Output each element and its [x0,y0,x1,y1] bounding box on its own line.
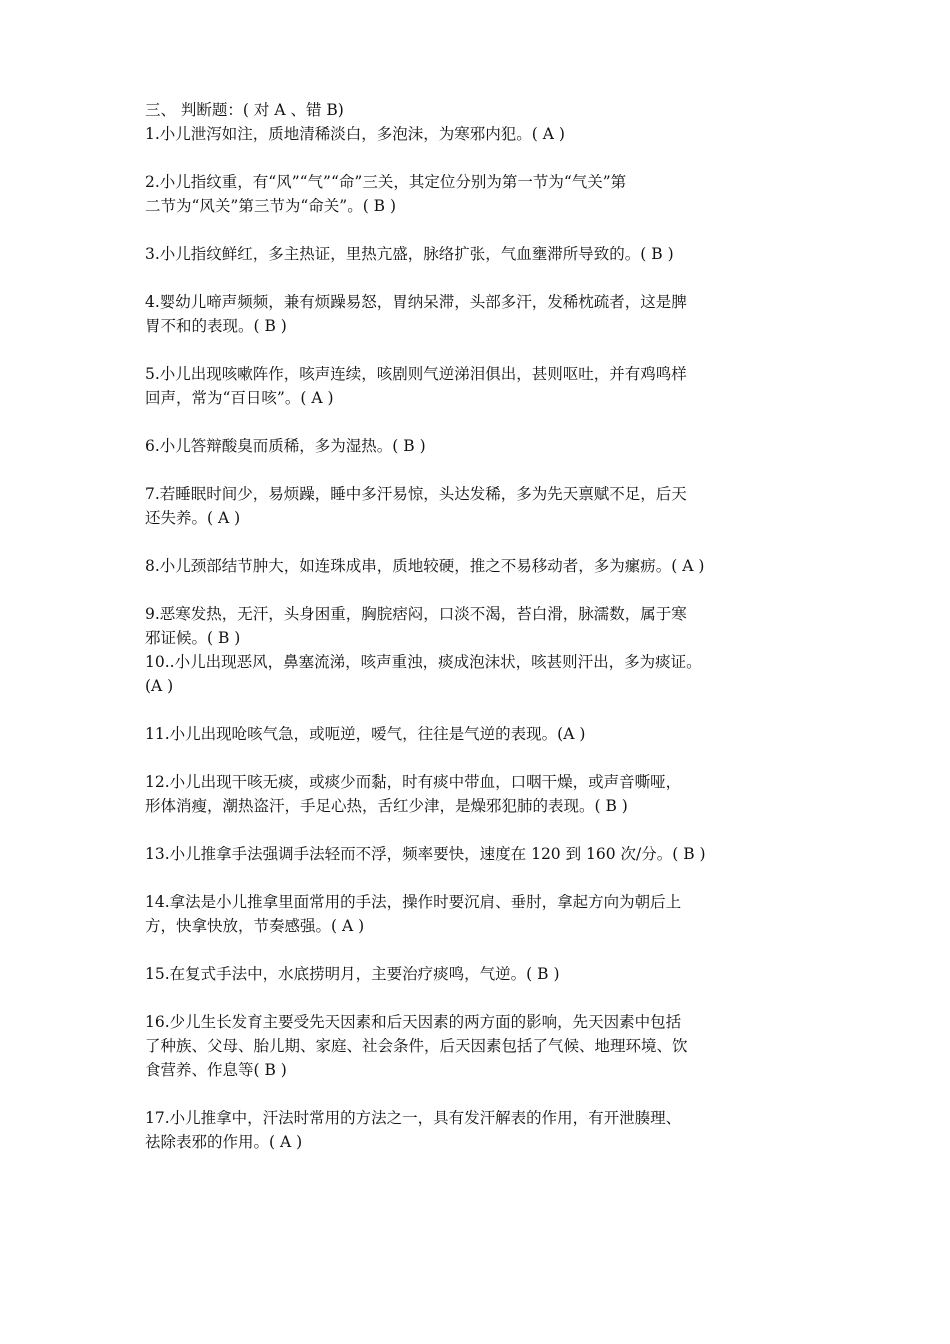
question-line: 了种族、父母、胎儿期、家庭、社会条件，后天因素包括了气候、地理环境、饮 [145,1037,688,1055]
question-17 [145,1106,825,1154]
question-line: 11.小儿出现呛咳气急，或呃逆，嗳气，往往是气逆的表现。(A ) [145,725,586,743]
question-7 [145,482,825,530]
question-12 [145,770,825,818]
question-line: 8.小儿颈部结节肿大，如连珠成串，质地较硬，推之不易移动者，多为瘰疬。( A ) [145,557,705,575]
question-line: 6.小儿答辩酸臭而质稀，多为湿热。( B ) [145,437,426,455]
question-list [145,98,825,1178]
question-line: 邪证候。( B ) [145,629,241,647]
question-line: 12.小儿出现干咳无痰，或痰少而黏，时有痰中带血，口咽干燥，或声音嘶哑， [145,773,682,791]
question-10 [145,650,825,698]
question-line: 1.小儿泄泻如注，质地清稀淡白，多泡沫，为寒邪内犯。( A ) [145,125,565,143]
question-9 [145,602,825,650]
question-line: 14.拿法是小儿推拿里面常用的手法，操作时要沉肩、垂肘，拿起方向为朝后上 [145,893,682,911]
question-line: 17.小儿推拿中，汗法时常用的方法之一，具有发汗解表的作用，有开泄腠理、 [145,1109,682,1127]
question-line: 4.婴幼儿啼声频频，兼有烦躁易怒，胃纳呆滞，头部多汗，发稀枕疏者，这是脾 [145,293,687,311]
question-4 [145,290,825,338]
question-line: 回声，常为“百日咳”。( A ) [145,389,334,407]
question-line: 食营养、作息等( B ) [145,1061,287,1079]
question-line: 15.在复式手法中，水底捞明月，主要治疗痰鸣，气逆。( B ) [145,965,560,983]
question-line: 还失养。( A ) [145,509,241,527]
question-line: 3.小儿指纹鲜红，多主热证，里热亢盛，脉络扩张，气血壅滞所导致的。( B ) [145,245,674,263]
question-line: 16.少儿生长发育主要受先天因素和后天因素的两方面的影响，先天因素中包括 [145,1013,682,1031]
question-line: 二节为“风关”第三节为“命关”。( B ) [145,197,397,215]
question-line: 9.恶寒发热，无汗，头身困重，胸脘痞闷，口淡不渴，苔白滑，脉濡数，属于寒 [145,605,687,623]
question-line: 祛除表邪的作用。( A ) [145,1133,303,1151]
question-5 [145,362,825,410]
question-8 [145,554,825,578]
question-2 [145,170,825,218]
question-line: 胃不和的表现。( B ) [145,317,287,335]
question-1 [145,122,825,146]
question-3 [145,242,825,266]
question-15 [145,962,825,986]
question-16 [145,1010,825,1082]
question-line: 5.小儿出现咳嗽阵作，咳声连续，咳剧则气逆涕泪俱出，甚则呕吐，并有鸡鸣样 [145,365,687,383]
question-13 [145,842,825,866]
question-line: 13.小儿推拿手法强调手法轻而不浮，频率要快，速度在 120 到 160 次/分。( B ) [145,845,706,863]
question-line: 2.小儿指纹重，有“风”“气”“命”三关，其定位分别为第一节为“气关”第 [145,173,627,191]
question-14 [145,890,825,938]
question-6 [145,434,825,458]
section-heading: 三、 判断题：( 对 A 、错 B) [145,101,344,119]
question-11 [145,722,825,746]
question-line: 7.若睡眠时间少，易烦躁，睡中多汗易惊，头达发稀，多为先天禀赋不足，后天 [145,485,687,503]
question-line: 形体消瘦，潮热盗汗，手足心热，舌红少津，是燥邪犯肺的表现。( B ) [145,797,628,815]
question-line: 10..小儿出现恶风，鼻塞流涕，咳声重浊，痰成泡沫状，咳甚则汗出，多为痰证。 [145,653,702,671]
question-line: (A ) [145,677,174,695]
question-line: 方，快拿快放，节奏感强。( A ) [145,917,365,935]
